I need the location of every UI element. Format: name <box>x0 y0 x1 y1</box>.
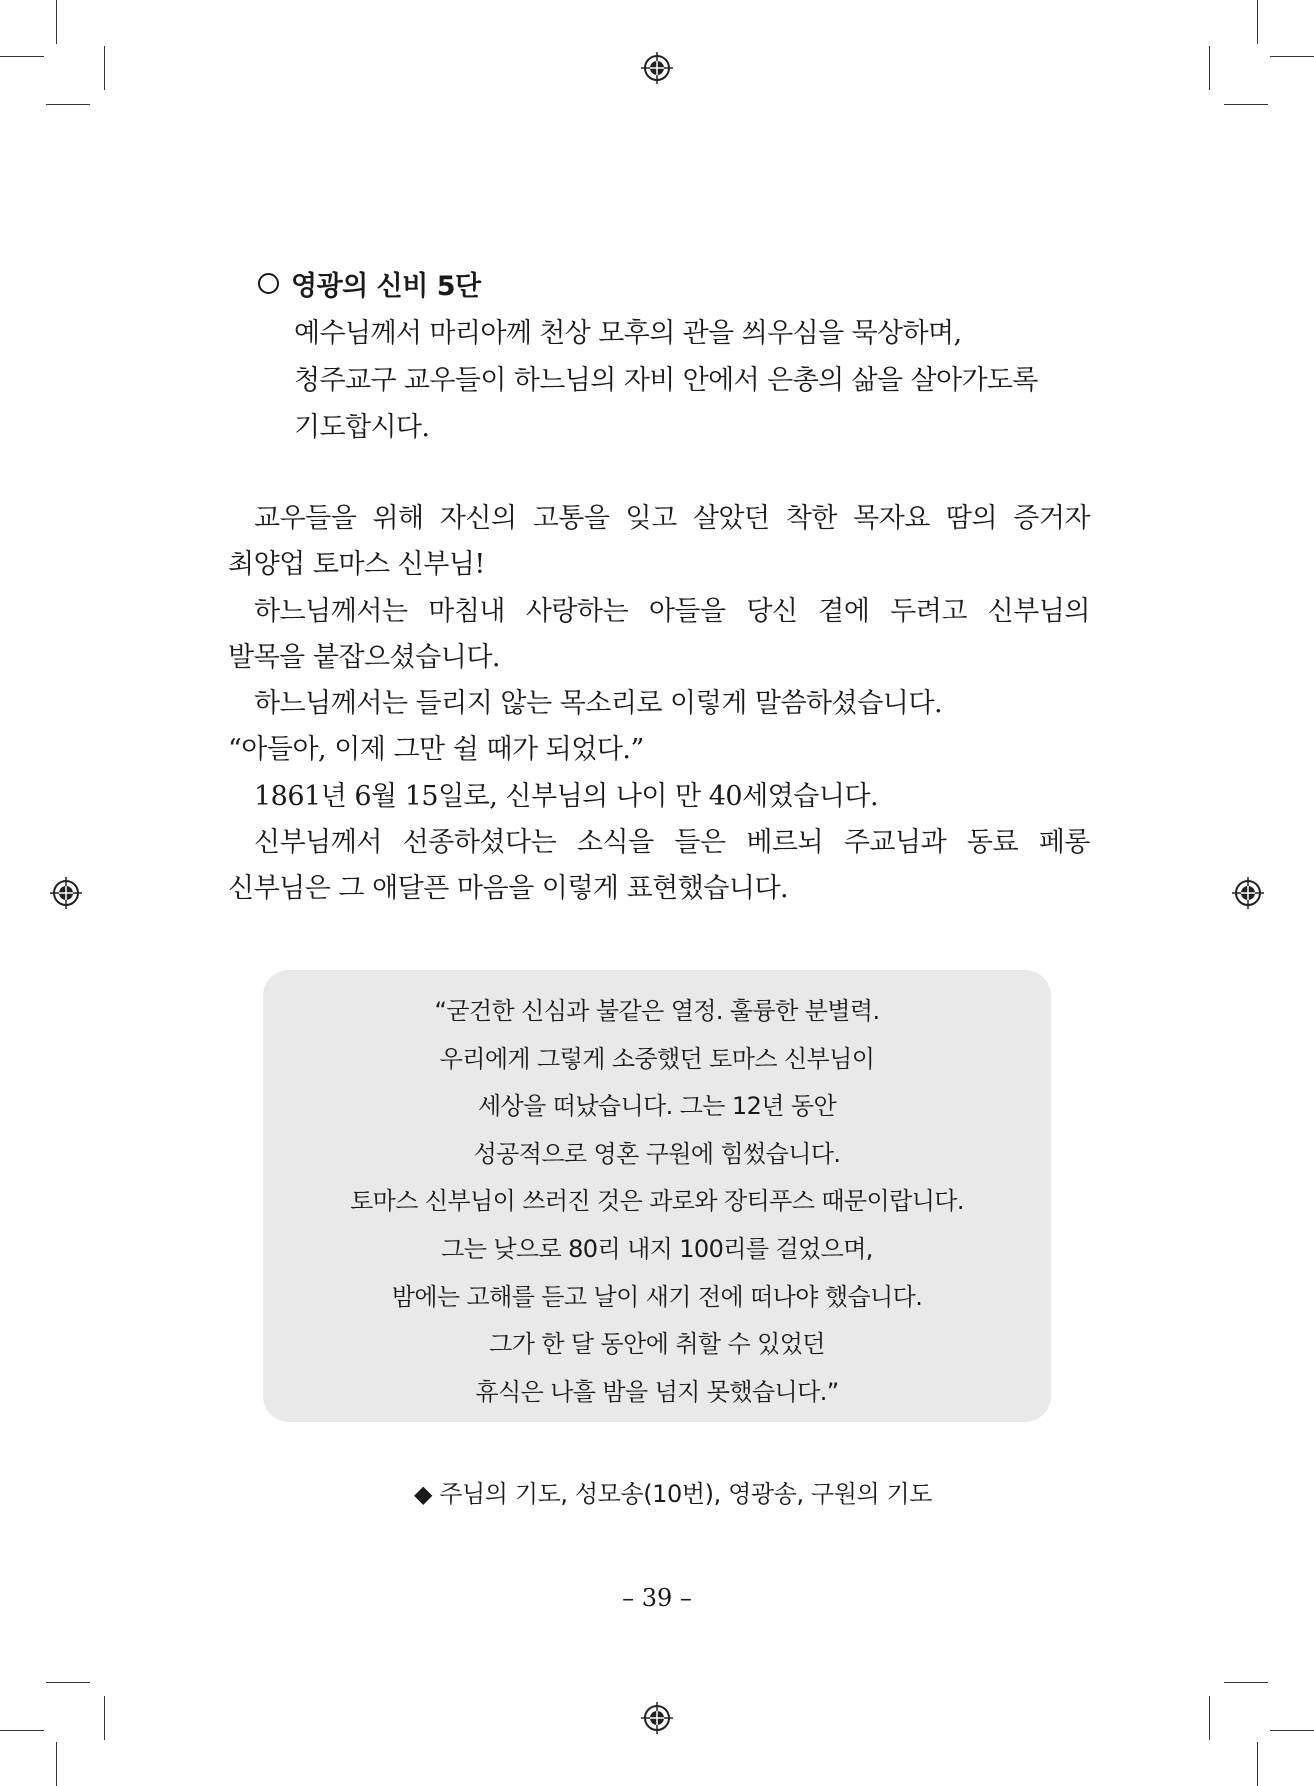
intro-line: 청주교구 교우들이 하느님의 자비 안에서 은총의 삶을 살아가도록 <box>294 365 1038 396</box>
registration-mark-icon <box>50 877 82 909</box>
crop-mark <box>1209 46 1210 90</box>
body-line: 1861년 6월 15일로, 신부님의 나이 만 40세였습니다. <box>254 780 879 812</box>
quote-line: 토마스 신부님이 쓰러진 것은 과로와 장티푸스 때문이랍니다. <box>350 1187 964 1216</box>
crop-mark <box>104 46 105 90</box>
body-line: 하느님께서는 마침내 사랑하는 아들을 당신 곁에 두려고 신부님의 <box>254 595 1090 627</box>
crop-mark <box>56 0 57 44</box>
crop-mark <box>46 104 90 105</box>
body-line: 신부님은 그 애달픈 마음을 이렇게 표현했습니다. <box>228 873 789 905</box>
crop-mark <box>1270 1730 1314 1731</box>
section-title: 영광의 신비 5단 <box>291 271 481 302</box>
body-line: 신부님께서 선종하셨다는 소식을 들은 베르뇌 주교님과 동료 페롱 <box>254 827 1090 859</box>
intro-line: 예수님께서 마리아께 천상 모후의 관을 씌우심을 묵상하며, <box>294 318 962 349</box>
section-heading <box>258 264 481 303</box>
hollow-circle-icon <box>258 273 279 294</box>
crop-mark <box>1209 1696 1210 1740</box>
intro-line: 기도합시다. <box>294 412 430 443</box>
quote-line: 휴식은 나흘 밤을 넘지 못했습니다.” <box>475 1377 839 1406</box>
quote-line: 우리에게 그렇게 소중했던 토마스 신부님이 <box>439 1044 875 1073</box>
body-text <box>228 496 1090 913</box>
section-intro <box>294 310 1094 451</box>
registration-mark-icon <box>641 1702 673 1734</box>
crop-mark <box>0 1730 44 1731</box>
body-line: 교우들을 위해 자신의 고통을 잊고 살았던 착한 목자요 땀의 증거자 <box>254 503 1090 534</box>
body-line: 하느님께서는 들리지 않는 목소리로 이렇게 말씀하셨습니다. <box>254 688 943 720</box>
quote-line: 밤에는 고해를 듣고 날이 새기 전에 떠나야 했습니다. <box>391 1282 923 1311</box>
quote-line: 그가 한 달 동안에 취할 수 있었던 <box>489 1330 825 1359</box>
quote-box <box>263 970 1051 1422</box>
body-line: “아들아, 이제 그만 쉴 때가 되었다.” <box>228 734 644 766</box>
crop-mark <box>56 1742 57 1786</box>
quote-text <box>263 988 1051 1416</box>
diamond-bullet-icon: ◆ <box>413 1480 432 1508</box>
registration-mark-icon <box>1232 877 1264 909</box>
prayer-list-text: 주님의 기도, 성모송(10번), 영광송, 구원의 기도 <box>439 1480 933 1508</box>
body-line: 최양업 토마스 신부님! <box>228 549 485 581</box>
quote-line: 세상을 떠났습니다. 그는 12년 동안 <box>477 1092 837 1121</box>
crop-mark <box>1224 104 1268 105</box>
quote-line: 그는 낮으로 80리 내지 100리를 걸었으며, <box>441 1234 873 1263</box>
crop-mark <box>1270 56 1314 57</box>
crop-mark <box>1224 1682 1268 1683</box>
prayer-list <box>0 1474 1314 1509</box>
crop-mark <box>104 1696 105 1740</box>
body-line: 발목을 붙잡으셨습니다. <box>228 641 500 673</box>
crop-mark <box>0 56 44 57</box>
crop-mark <box>1257 0 1258 44</box>
page-number: – 39 – <box>622 1584 692 1612</box>
crop-mark <box>46 1682 90 1683</box>
crop-mark <box>1257 1742 1258 1786</box>
registration-mark-icon <box>641 52 673 84</box>
quote-line: 성공적으로 영혼 구원에 힘썼습니다. <box>473 1139 841 1168</box>
quote-line: “굳건한 신심과 불같은 열정. 훌륭한 분별력. <box>434 997 880 1025</box>
